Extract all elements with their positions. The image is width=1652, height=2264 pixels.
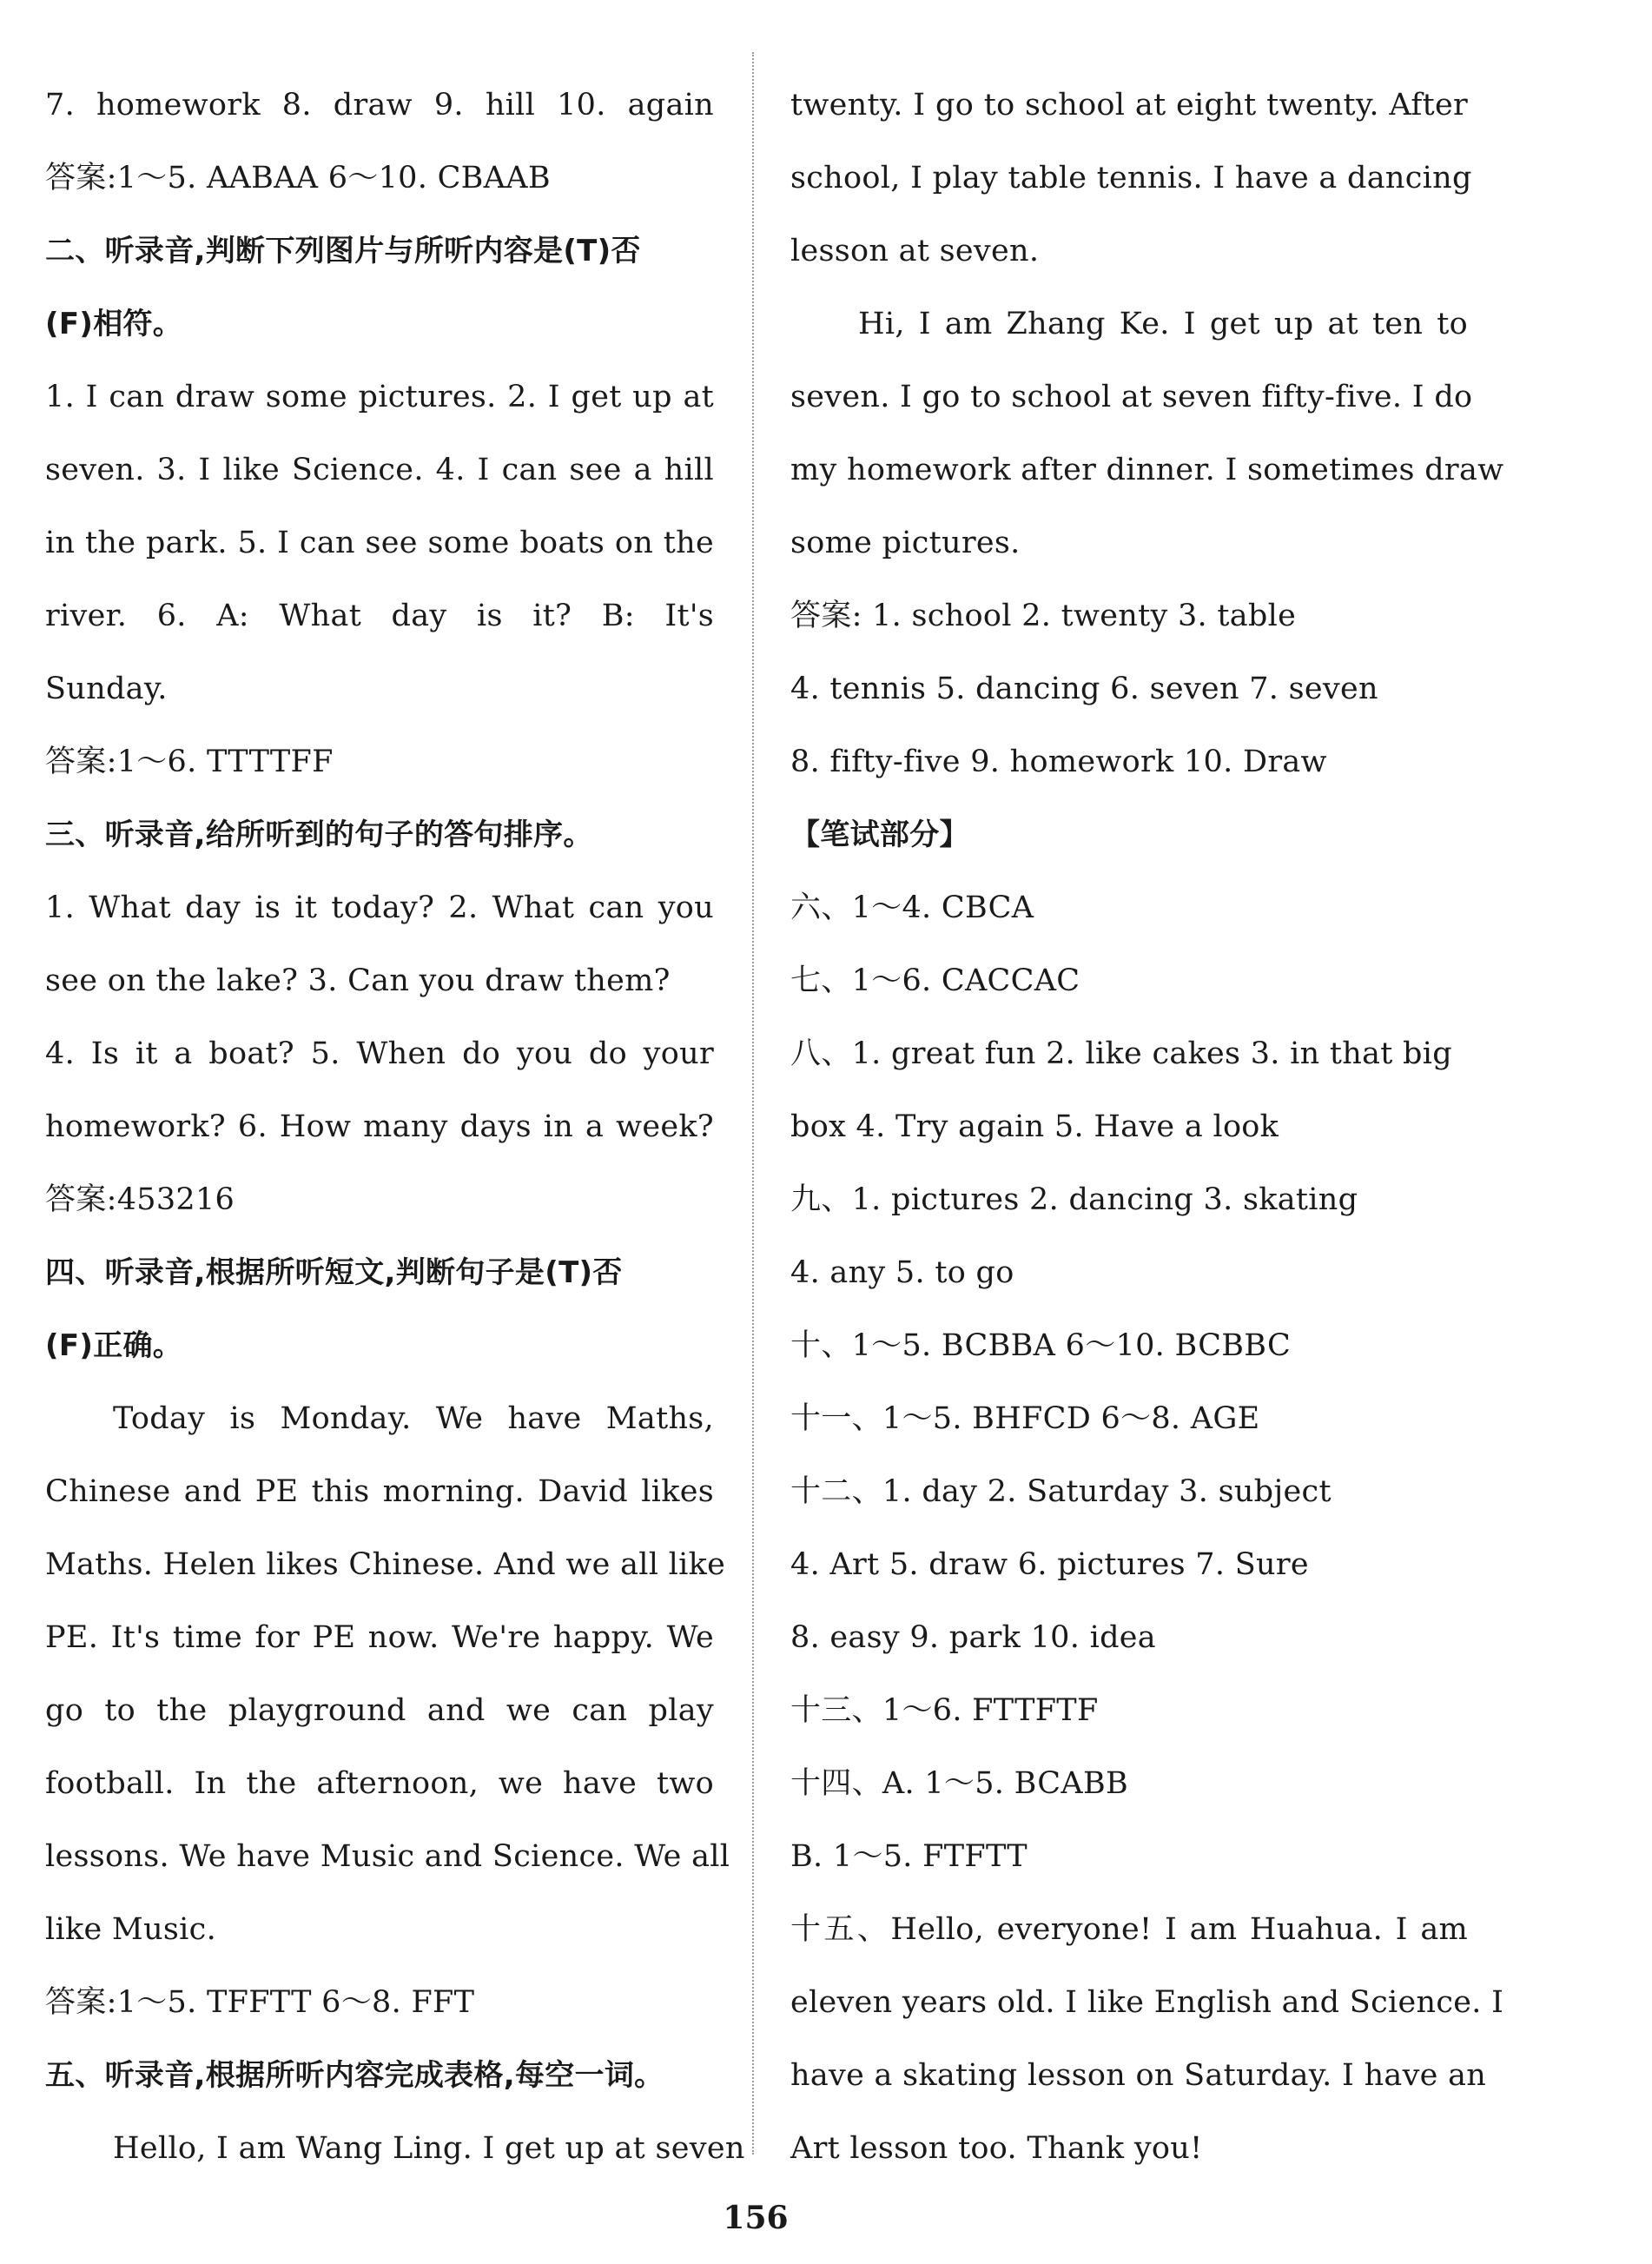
text-line: 7. homework 8. draw 9. hill 10. again [45,88,714,122]
text-line: see on the lake? 3. Can you draw them? [45,963,671,998]
right-column [790,76,1504,2193]
text-line: twenty. I go to school at eight twenty. After [790,88,1468,122]
section-heading: (F)相符。 [45,307,183,341]
text-line: Hi, I am Zhang Ke. I get up at ten to [858,307,1468,341]
answer-line: 答案: 1. school 2. twenty 3. table [790,599,1297,633]
answer-line: 答案:1～5. AABAA 6～10. CBAAB [45,161,551,195]
answer-line: 4. tennis 5. dancing 6. seven 7. seven [790,672,1378,706]
text-line: Today is Monday. We have Maths, [113,1401,714,1436]
text-line: lesson at seven. [790,234,1040,268]
text-line: homework? 6. How many days in a week? [45,1109,714,1144]
answer-line: 答案:1～5. TFFTT 6～8. FFT [45,1985,475,2020]
text-line: football. In the afternoon, we have two [45,1766,714,1801]
text-line: 4. Is it a boat? 5. When do you do your [45,1036,714,1071]
page-number: 156 [723,2200,789,2236]
text-line: Hello, I am Wang Ling. I get up at seven [113,2131,745,2166]
answer-line: 七、1～6. CACCAC [790,963,1080,998]
section-heading: 三、听录音,给所听到的句子的答句排序。 [45,818,593,852]
text-line: Chinese and PE this morning. David likes [45,1474,714,1509]
section-heading: 五、听录音,根据所听内容完成表格,每空一词。 [45,2058,664,2093]
text-line: seven. 3. I like Science. 4. I can see a hill [45,453,714,487]
text-line: go to the playground and we can play [45,1693,714,1728]
answer-line: 六、1～4. CBCA [790,890,1034,925]
text-line: some pictures. [790,526,1021,560]
text-line: school, I play table tennis. I have a dancing [790,161,1472,195]
left-column [45,76,745,2193]
answer-line: 答案:1～6. TTTTFF [45,745,334,779]
text-line: Maths. Helen likes Chinese. And we all like [45,1547,726,1582]
text-line: 1. What day is it today? 2. What can you [45,890,714,925]
text-line: 十五、Hello, everyone! I am Huahua. I am [790,1912,1468,1947]
text-line: in the park. 5. I can see some boats on the [45,526,714,560]
answer-line: 十一、1～5. BHFCD 6～8. AGE [790,1401,1260,1436]
answer-line: 十四、A. 1～5. BCABB [790,1766,1128,1801]
answer-line: 8. fifty-five 9. homework 10. Draw [790,745,1327,779]
column-divider [752,52,756,2155]
text-line: PE. It's time for PE now. We're happy. We [45,1620,714,1655]
text-line: Art lesson too. Thank you! [790,2131,1203,2166]
answer-line: 4. any 5. to go [790,1255,1014,1290]
text-line: 1. I can draw some pictures. 2. I get up at [45,380,714,414]
text-line: eleven years old. I like English and Science. I [790,1985,1504,2020]
text-line: seven. I go to school at seven fifty-five. I do [790,380,1473,414]
answer-line: 答案:453216 [45,1182,235,1217]
section-heading: 二、听录音,判断下列图片与所听内容是(T)否 [45,234,641,268]
answer-line: box 4. Try again 5. Have a look [790,1109,1279,1144]
text-line: like Music. [45,1912,216,1947]
answer-line: B. 1～5. FTFTT [790,1839,1028,1874]
text-line: my homework after dinner. I sometimes draw [790,453,1504,487]
section-heading: (F)正确。 [45,1328,183,1363]
answer-line: 十三、1～6. FTTFTF [790,1693,1099,1728]
answer-line: 8. easy 9. park 10. idea [790,1620,1156,1655]
answer-line: 八、1. great fun 2. like cakes 3. in that big [790,1036,1452,1071]
answer-line: 十二、1. day 2. Saturday 3. subject [790,1474,1332,1509]
section-heading: 【笔试部分】 [790,818,969,852]
answer-line: 十、1～5. BCBBA 6～10. BCBBC [790,1328,1292,1363]
section-heading: 四、听录音,根据所听短文,判断句子是(T)否 [45,1255,623,1290]
answer-line: 九、1. pictures 2. dancing 3. skating [790,1182,1358,1217]
text-line: have a skating lesson on Saturday. I have an [790,2058,1487,2093]
text-line: Sunday. [45,672,168,706]
answer-line: 4. Art 5. draw 6. pictures 7. Sure [790,1547,1309,1582]
text-line: lessons. We have Music and Science. We all [45,1839,730,1874]
text-line: river. 6. A: What day is it? B: It's [45,599,714,633]
